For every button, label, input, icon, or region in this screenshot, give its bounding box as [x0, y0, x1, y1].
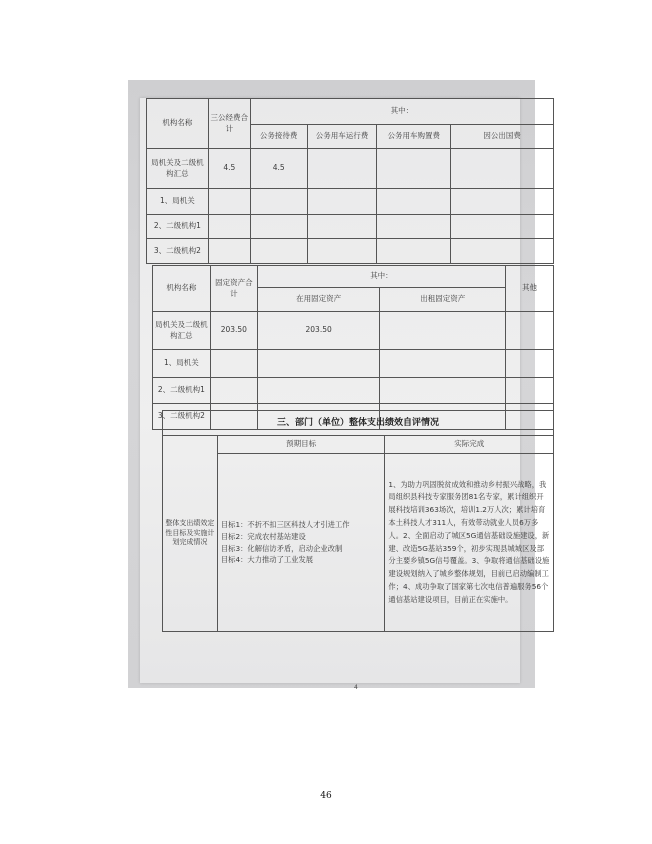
list-item: 目标1：不折不扣三区科技人才引进工作 [220, 520, 350, 530]
list-item: 目标4：大力推动了工业发展 [220, 555, 314, 565]
paper-sheet [140, 98, 550, 691]
header-among: 其中： [250, 99, 553, 125]
row-total [208, 239, 250, 264]
row-value [451, 149, 554, 189]
page-number: 46 [320, 791, 332, 801]
header-in-use-assets: 在用固定资产 [257, 288, 380, 312]
row-name: 1、局机关 [153, 350, 211, 378]
row-value [250, 239, 307, 264]
header-org-name: 机构名称 [153, 266, 211, 312]
row-total [208, 215, 250, 239]
header-car-purchase: 公务用车购置费 [377, 125, 451, 149]
expected-goals [217, 454, 385, 632]
three-public-expenses-table [146, 98, 554, 264]
header-total: 三公经费合计 [208, 99, 250, 149]
table-row [147, 239, 554, 264]
table-row [153, 312, 554, 350]
row-name: 2、二级机构1 [153, 378, 211, 404]
table-row [153, 350, 554, 378]
row-value [257, 350, 380, 378]
row-value [380, 350, 506, 378]
fixed-assets-table [152, 265, 554, 430]
row-value [307, 239, 377, 264]
row-total: 203.50 [210, 312, 257, 350]
header-total: 固定资产合计 [210, 266, 257, 312]
header-org-name: 机构名称 [147, 99, 209, 149]
inner-page-number: 4 [354, 684, 358, 691]
row-total [210, 350, 257, 378]
row-total [208, 189, 250, 215]
row-value [257, 378, 380, 404]
row-value [506, 378, 554, 404]
section-title: 三、部门（单位）整体支出绩效自评情况 [163, 411, 554, 436]
row-name: 3、二级机构2 [153, 404, 211, 430]
row-name: 局机关及二级机构汇总 [147, 149, 209, 189]
row-value [377, 239, 451, 264]
row-value [451, 189, 554, 215]
header-leased-assets: 出租固定资产 [380, 288, 506, 312]
table-row [147, 215, 554, 239]
row-total: 4.5 [208, 149, 250, 189]
row-value: 4.5 [250, 149, 307, 189]
row-value [451, 239, 554, 264]
row-total [210, 378, 257, 404]
actual-completion: 1、为助力巩固脱贫成效和推动乡村振兴战略，我局组织县科技专家服务团81名专家，累计组织开展科技培训363场次，培训1.2万人次；累计培育本土科技人才311人，有效带动就业人员6万多人。2、全面启动了城区5G通信基础设施建设，新建、改造5G基站359个，初步实现县城城区及部分主要乡镇5G信号覆盖。3、争取将通信基础设施建设规划纳入了城乡整体规划，目前已启动编制工作；4、成功争取了国家第七次电信普遍服务56个通信基站建设项目，目前正在实施中。 [385, 454, 554, 632]
row-value [377, 215, 451, 239]
row-value [307, 189, 377, 215]
performance-self-evaluation-table [162, 410, 554, 632]
row-value [451, 215, 554, 239]
row-label: 整体支出绩效定性目标及实施计划完成情况 [163, 436, 218, 632]
row-value [506, 350, 554, 378]
table-row [153, 378, 554, 404]
list-item: 目标3：化解信访矛盾，启动企业改制 [220, 543, 343, 553]
table-row [147, 189, 554, 215]
row-value [307, 215, 377, 239]
row-value [380, 312, 506, 350]
row-value [377, 149, 451, 189]
row-name: 局机关及二级机构汇总 [153, 312, 211, 350]
row-name: 2、二级机构1 [147, 215, 209, 239]
header-actual: 实际完成 [385, 436, 554, 454]
row-value [377, 189, 451, 215]
table-row [147, 149, 554, 189]
row-value [307, 149, 377, 189]
row-value [506, 312, 554, 350]
header-expected: 预期目标 [217, 436, 385, 454]
document-photo [128, 80, 550, 691]
row-value [380, 378, 506, 404]
list-item: 目标2：完成农村基站建设 [220, 531, 306, 541]
row-value: 203.50 [257, 312, 380, 350]
row-value [250, 189, 307, 215]
header-other: 其他 [506, 266, 554, 312]
row-name: 3、二级机构2 [147, 239, 209, 264]
header-overseas: 因公出国费 [451, 125, 554, 149]
row-name: 1、局机关 [147, 189, 209, 215]
header-among: 其中： [257, 266, 505, 288]
row-value [250, 215, 307, 239]
header-reception: 公务接待费 [250, 125, 307, 149]
header-car-operation: 公务用车运行费 [307, 125, 377, 149]
